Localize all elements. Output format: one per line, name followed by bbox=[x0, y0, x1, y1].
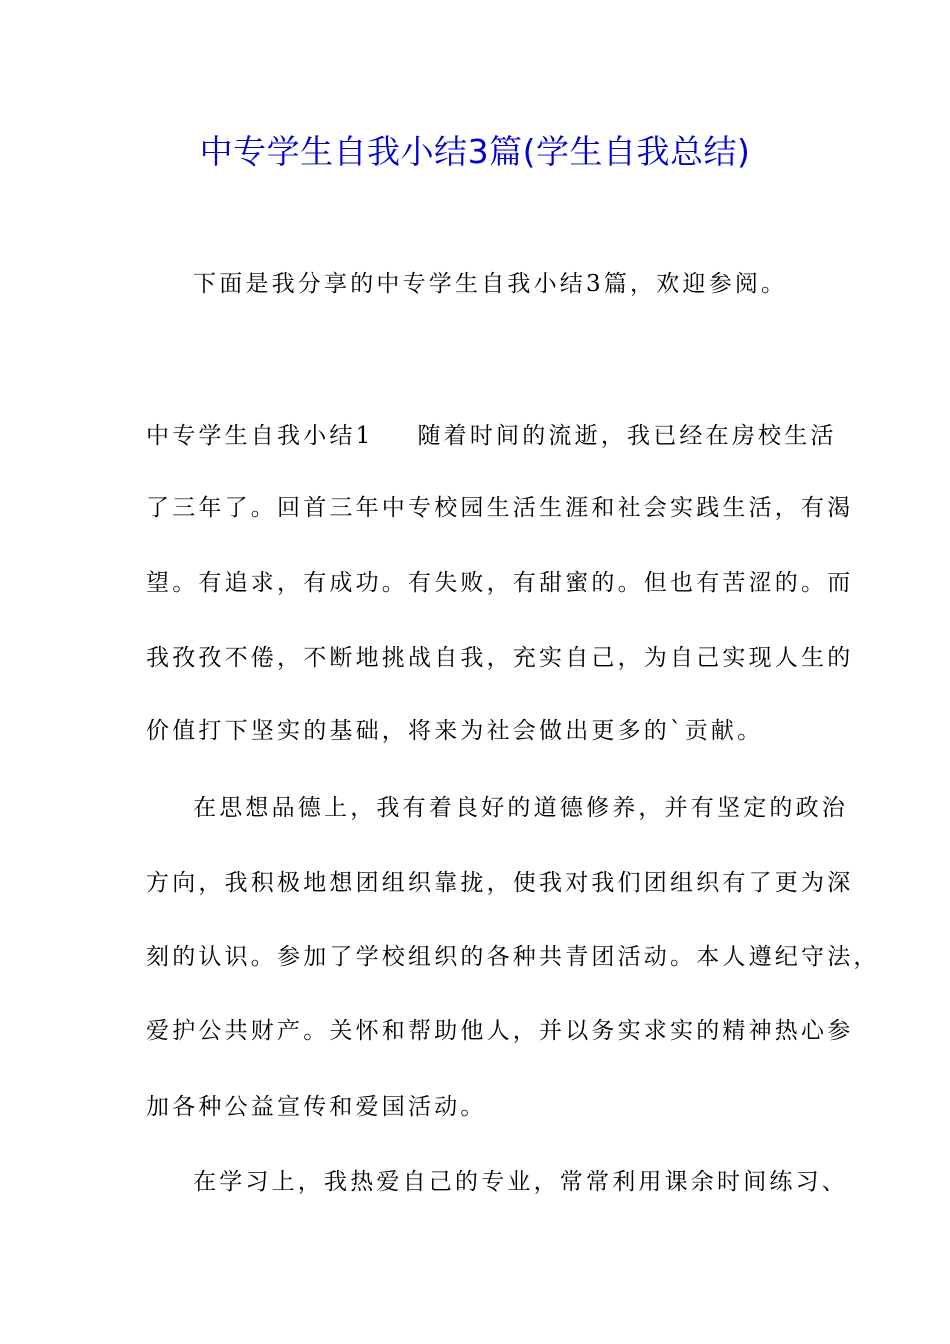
paragraph-line: 在学习上，我热爱自己的专业，常常利用课余时间练习、 bbox=[193, 1169, 848, 1195]
paragraph-text: 随着时间的流逝，我已经在房校生活 bbox=[417, 423, 837, 449]
paragraph-line: 我孜孜不倦，不断地挑战自我，充实自己，为自己实现人生的 bbox=[146, 645, 854, 671]
paragraph-line: 望。有追求，有成功。有失败，有甜蜜的。但也有苦涩的。而 bbox=[146, 570, 854, 596]
intro-paragraph: 下面是我分享的中专学生自我小结3篇，欢迎参阅。 bbox=[193, 271, 788, 297]
paragraph-line: 价值打下坚实的基础，将来为社会做出更多的`贡献。 bbox=[146, 718, 764, 744]
paragraph-line: 在思想品德上，我有着良好的道德修养，并有坚定的政治 bbox=[193, 795, 848, 821]
paragraph-line: 爱护公共财产。关怀和帮助他人，并以务实求实的精神热心参 bbox=[146, 1018, 854, 1044]
paragraph-line: 刻的认识。参加了学校组织的各种共青团活动。本人遵纪守法， bbox=[146, 944, 880, 970]
document-title: 中专学生自我小结3篇(学生自我总结) bbox=[199, 132, 751, 171]
paragraph-line bbox=[146, 420, 837, 452]
paragraph-line: 了三年了。回首三年中专校园生活生涯和社会实践生活，有渴 bbox=[146, 495, 854, 521]
section-heading: 中专学生自我小结1 bbox=[146, 423, 374, 449]
paragraph-line: 方向，我积极地想团组织靠拢，使我对我们团组织有了更为深 bbox=[146, 870, 854, 896]
paragraph-line: 加各种公益宣传和爱国活动。 bbox=[146, 1094, 487, 1120]
